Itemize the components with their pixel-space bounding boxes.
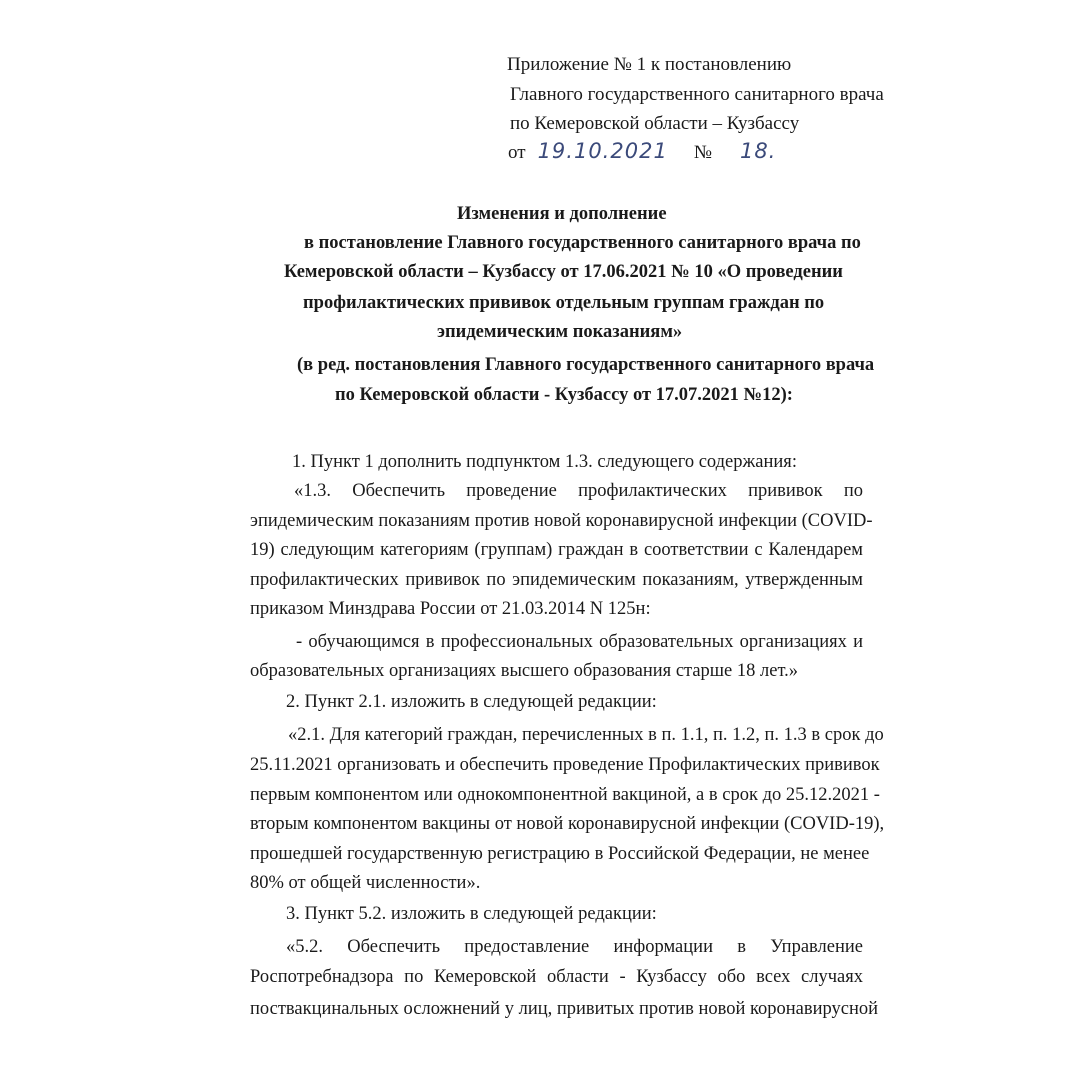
- appendix-line-2: Главного государственного санитарного врача: [510, 83, 884, 105]
- body-line: «2.1. Для категорий граждан, перечисленных в п. 1.1, п. 1.2, п. 1.3 в срок до: [288, 725, 884, 745]
- body-line: прошедшей государственную регистрацию в Российской Федерации, не менее: [250, 844, 870, 864]
- body-line: приказом Минздрава России от 21.03.2014 N 125н:: [250, 599, 651, 619]
- date-number-line: [508, 139, 776, 164]
- body-line: эпидемическим показаниям против новой коронавирусной инфекции (COVID-: [250, 511, 873, 531]
- body-line: образовательных организациях высшего образования старше 18 лет.»: [250, 661, 799, 681]
- title-line-1: Изменения и дополнение: [457, 204, 667, 224]
- body-line: первым компонентом или однокомпонентной вакциной, а в срок до 25.12.2021 -: [250, 785, 880, 805]
- appendix-line-1: Приложение № 1 к постановлению: [507, 54, 792, 75]
- number-label: №: [693, 142, 712, 163]
- handwritten-number: 18.: [739, 139, 777, 163]
- body-line: «1.3. Обеспечить проведение профилактических прививок по: [294, 481, 863, 501]
- body-line: 3. Пункт 5.2. изложить в следующей редакции:: [286, 904, 657, 924]
- body-line: 1. Пункт 1 дополнить подпунктом 1.3. следующего содержания:: [292, 452, 797, 472]
- handwritten-date: 19.10.2021: [537, 139, 668, 163]
- body-line: 80% от общей численности».: [250, 873, 481, 893]
- title-line-6: (в ред. постановления Главного государственного санитарного врача: [297, 355, 875, 375]
- title-line-3: Кемеровской области – Кузбассу от 17.06.2021 № 10 «О проведении: [284, 262, 843, 282]
- appendix-line-3: по Кемеровской области – Кузбассу: [510, 113, 800, 134]
- title-line-4: профилактических прививок отдельным группам граждан по: [303, 293, 825, 313]
- date-prefix: от: [508, 142, 526, 163]
- body-line: 2. Пункт 2.1. изложить в следующей редакции:: [286, 692, 657, 712]
- body-line: 25.11.2021 организовать и обеспечить проведение Профилактических прививок: [250, 755, 880, 775]
- title-line-5: эпидемическим показаниям»: [437, 322, 683, 342]
- body-line: «5.2. Обеспечить предоставление информации в Управление: [286, 937, 863, 957]
- body-line: поствакцинальных осложнений у лиц, привитых против новой коронавирусной: [250, 999, 879, 1019]
- body-line: Роспотребнадзора по Кемеровской области - Кузбассу обо всех случаях: [250, 967, 863, 987]
- body-line: профилактических прививок по эпидемическим показаниям, утвержденным: [250, 570, 863, 590]
- body-line: - обучающимся в профессиональных образовательных организациях и: [296, 632, 863, 652]
- appendix-header: [507, 50, 907, 139]
- body-line: вторым компонентом вакцины от новой коронавирусной инфекции (COVID-19),: [250, 814, 885, 834]
- body-line: 19) следующим категориям (группам) граждан в соответствии с Календарем: [250, 540, 863, 560]
- title-line-7: по Кемеровской области - Кузбассу от 17.07.2021 №12):: [335, 385, 793, 405]
- title-line-2: в постановление Главного государственного санитарного врача по: [304, 233, 861, 253]
